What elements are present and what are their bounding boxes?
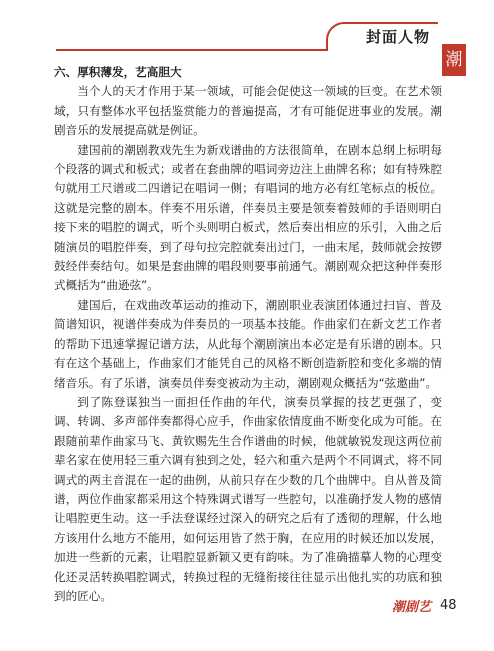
section-heading: 六、厚积薄发，艺高胆大 bbox=[54, 65, 182, 79]
article-body bbox=[54, 63, 442, 606]
paragraph: 建国后，在戏曲改革运动的推动下，潮剧职业表演团体通过扫盲、普及简谱知识，视谱伴奏成为伴奏员的一项基本技能。作曲家们在新文艺工作者的帮助下迅速掌握记谱方法，从此每个潮剧演出本必定是有乐谱的剧本。只有在这个基础上，作曲家们才能凭自己的风格不断创造新腔和变化多端的情绪音乐。有了乐谱，演奏员伴奏变被动为主动，潮剧观众概括为“弦邀曲”。 bbox=[54, 297, 442, 390]
paragraph: 到了陈登谋独当一面担任作曲的年代，演奏员掌握的技艺更强了，变调、转调、多声部伴奏都得心应手，作曲家依情度曲不断变化成为可能。在跟随前辈作曲家马飞、黄钦赐先生合作谱曲的时候，他就敏锐发现这两位前辈名家在使用轻三重六调有独到之处，轻六和重六是两个不同调式，将不同调式的两主音混在一起的曲例，从前只存在少数的几个曲牌中。自从普及简谱，两位作曲家都采用这个特殊调式谱写一些腔句，以准确抒发人物的感情让唱腔更生动。这一手法登谋经过深入的研究之后有了透彻的理解，什么地方该用什么地方不能用，如何运用皆了然于胸，在应用的时候还加以发展，加进一些新的元素，让唱腔显新颖又更有韵味。为了准确描摹人物的心理变化还灵活转换唱腔调式，转换过程的无缝衔接往往显示出他扎实的功底和独到的匠心。 bbox=[54, 394, 442, 603]
page-number: 48 bbox=[440, 598, 457, 613]
column-title: 封面人物 bbox=[365, 28, 430, 46]
paragraph: 当个人的天才作用于某一领域，可能会促使这一领域的巨变。在艺术领域，只有整体水平包括鉴赏能力的普遍提高，才有可能促进事业的发展。潮剧音乐的发展提高就是例证。 bbox=[54, 84, 442, 138]
paragraph: 建国前的潮剧教戏先生为新戏谱曲的方法很简单，在剧本总纲上标明每个段落的调式和板式；或者在套曲牌的唱词旁边注上曲牌名称；如有特殊腔句就用工尺谱或二四谱记在唱词一侧；有唱词的地方必有红笔标点的板位。这就是完整的剧本。伴奏不用乐谱，伴奏员主要是领奏着鼓师的手语则明白接下来的唱腔的调式，听个头则明白板式，然后奏出相应的乐引，入曲之后随演员的唱腔伴奏，到了母句拉完腔就奏出过门，一曲末尾，鼓师就会按锣鼓经伴奏结句。如果是套曲牌的唱段则要事前通气。潮剧观众把这种伴奏形式概括为“曲逊弦”。 bbox=[54, 142, 442, 293]
seal-logo: 潮 bbox=[442, 44, 466, 76]
magazine-logo: 潮剧艺 bbox=[392, 600, 432, 615]
page-header bbox=[0, 22, 494, 70]
